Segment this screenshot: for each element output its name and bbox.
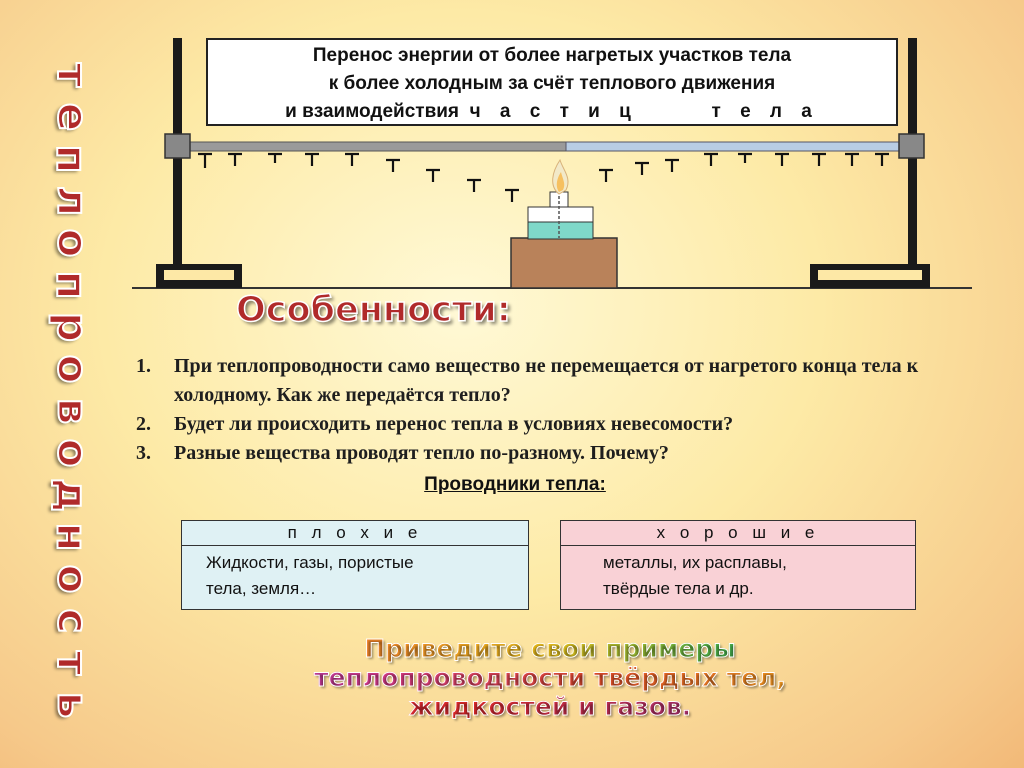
vertical-title-letter: е bbox=[48, 102, 97, 132]
nail-3 bbox=[268, 154, 282, 163]
vertical-title-letter: о bbox=[47, 438, 97, 468]
bad-conductors-line-2: тела, земля… bbox=[206, 579, 317, 598]
conductors-label: Проводники тепла: bbox=[424, 474, 606, 495]
definition-line-1: Перенос энергии от более нагретых участков тела bbox=[312, 45, 792, 66]
left-stand-base-hole bbox=[164, 270, 234, 280]
nail-18 bbox=[875, 154, 889, 166]
rod-right-section bbox=[566, 142, 906, 151]
nail-9 bbox=[505, 190, 519, 202]
vertical-title-letter: д bbox=[47, 478, 97, 512]
vertical-title-letter: ь bbox=[48, 691, 97, 719]
nail-14 bbox=[738, 154, 752, 163]
lamp-body bbox=[528, 207, 593, 222]
footer-prompt bbox=[120, 634, 980, 721]
right-clamp bbox=[899, 134, 924, 158]
nail-12 bbox=[665, 160, 679, 172]
good-conductors-line-2: твёрдые тела и др. bbox=[603, 579, 754, 598]
vertical-title-letter: п bbox=[48, 144, 97, 174]
vertical-title-letter: н bbox=[48, 522, 97, 552]
nail-10 bbox=[599, 170, 613, 182]
good-conductors-body bbox=[561, 546, 915, 602]
nail-4 bbox=[305, 154, 319, 166]
footer-line-3: жидкостей и газов. bbox=[120, 692, 980, 721]
definition-line-3-prefix: и взаимодействия bbox=[285, 101, 460, 122]
good-conductors-line-1: металлы, их расплавы, bbox=[603, 553, 787, 572]
right-stand-base-hole bbox=[818, 270, 922, 280]
wooden-block bbox=[511, 238, 617, 288]
rod-left-section bbox=[186, 142, 566, 151]
vertical-title-letter: т bbox=[48, 650, 97, 676]
definition-line-3-spaced: ч а с т и ц т е л а bbox=[469, 101, 819, 122]
questions-list bbox=[136, 352, 936, 468]
vertical-title-letter: п bbox=[48, 270, 97, 300]
nail-17 bbox=[845, 154, 859, 166]
bad-conductors-box bbox=[181, 520, 529, 610]
vertical-title-letter: р bbox=[47, 311, 97, 343]
nail-6 bbox=[386, 160, 400, 172]
left-clamp bbox=[165, 134, 190, 158]
question-number: 3. bbox=[136, 442, 151, 464]
nail-11 bbox=[635, 163, 649, 175]
lamp-liquid bbox=[528, 222, 593, 239]
vertical-title-letter: в bbox=[47, 397, 97, 425]
vertical-title-letter: о bbox=[47, 564, 97, 594]
good-conductors-header: х о р о ш и е bbox=[561, 521, 915, 546]
footer-line-1: Приведите свои примеры bbox=[120, 634, 980, 663]
good-conductors-box bbox=[560, 520, 916, 610]
nail-1 bbox=[198, 154, 212, 168]
question-number: 1. bbox=[136, 355, 151, 377]
question-text: Будет ли происходить перенос тепла в условиях невесомости? bbox=[174, 413, 734, 435]
definition-line-3 bbox=[208, 98, 896, 126]
bad-conductors-line-1: Жидкости, газы, пористые bbox=[206, 553, 414, 572]
vertical-title-letter: о bbox=[47, 354, 97, 384]
features-heading: Особенности: bbox=[236, 290, 511, 330]
nail-15 bbox=[775, 154, 789, 166]
bad-conductors-header: п л о х и е bbox=[182, 521, 528, 546]
vertical-title-letter: т bbox=[48, 62, 97, 88]
nail-13 bbox=[704, 154, 718, 166]
nail-7 bbox=[426, 170, 440, 182]
list-item bbox=[136, 410, 936, 439]
vertical-title-letter: л bbox=[47, 185, 97, 217]
list-item bbox=[136, 439, 936, 468]
nail-5 bbox=[345, 154, 359, 166]
vertical-title-letter: с bbox=[48, 608, 97, 634]
nail-2 bbox=[228, 154, 242, 166]
nail-8 bbox=[467, 180, 481, 192]
bad-conductors-body bbox=[182, 546, 528, 602]
list-item bbox=[136, 352, 936, 410]
conductors-label-row bbox=[0, 474, 1024, 496]
question-number: 2. bbox=[136, 413, 151, 435]
question-text: При теплопроводности само вещество не перемещается от нагретого конца тела к холодному. Как же передаётся тепло? bbox=[174, 355, 919, 406]
vertical-title-letter: о bbox=[47, 228, 97, 258]
question-text: Разные вещества проводят тепло по-разному. Почему? bbox=[174, 442, 669, 464]
nail-16 bbox=[812, 154, 826, 166]
definition-box bbox=[206, 38, 898, 126]
definition-line-2: к более холодным за счёт теплового движения bbox=[328, 73, 776, 94]
footer-line-2: теплопроводности твёрдых тел, bbox=[120, 663, 980, 692]
